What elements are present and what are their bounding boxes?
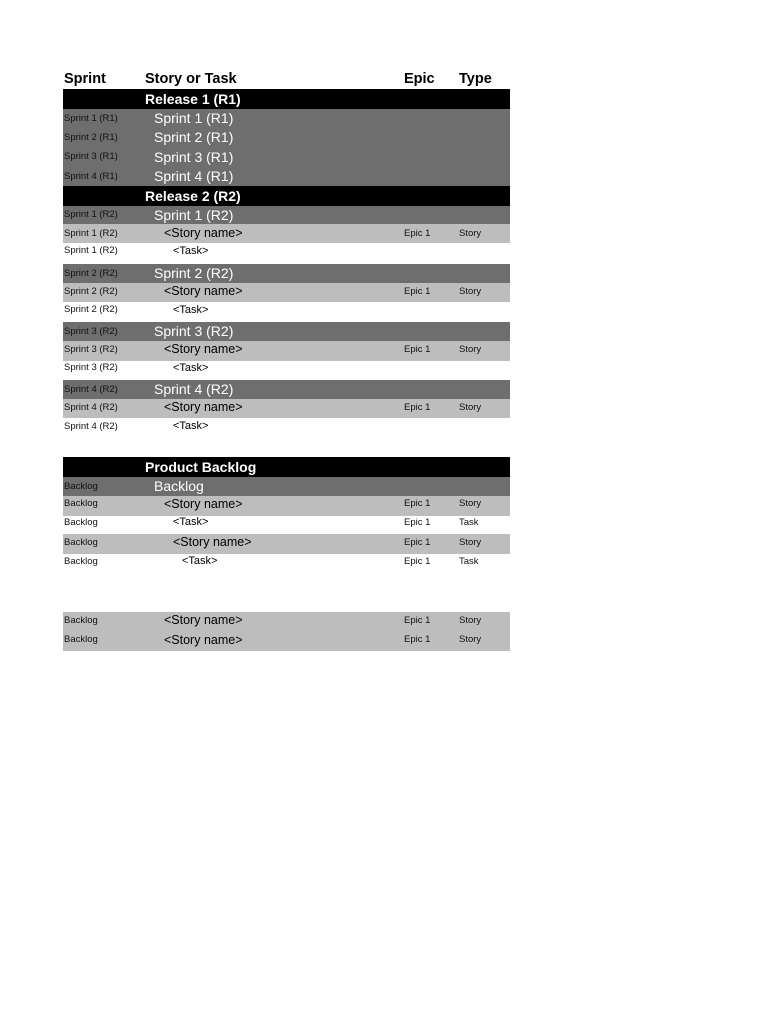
type-cell: Story — [459, 286, 482, 297]
story-row[interactable] — [63, 612, 510, 632]
sprint-cell: Sprint 1 (R1) — [64, 113, 118, 124]
story-row[interactable] — [63, 496, 510, 516]
story-row[interactable] — [63, 283, 510, 302]
story-row[interactable] — [63, 224, 510, 243]
sprint-name: Sprint 2 (R1) — [154, 129, 234, 145]
sprint-header-row[interactable] — [63, 167, 510, 186]
header-story-or-task: Story or Task — [145, 71, 237, 87]
story-name: <Story name> — [164, 342, 243, 356]
epic-cell: Epic 1 — [404, 344, 431, 355]
sprint-header-row[interactable] — [63, 109, 510, 128]
sprint-header-row[interactable] — [63, 380, 510, 399]
sprint-cell: Sprint 1 (R2) — [64, 209, 118, 220]
type-cell: Story — [459, 402, 482, 413]
type-cell: Story — [459, 537, 482, 548]
release-row-r2[interactable] — [63, 186, 510, 206]
sprint-header-row[interactable] — [63, 147, 510, 167]
type-cell: Task — [459, 556, 479, 567]
sprint-cell: Backlog — [64, 556, 98, 567]
release-title: Release 2 (R2) — [145, 188, 241, 204]
sprint-cell: Sprint 2 (R1) — [64, 132, 118, 143]
task-name: <Task> — [173, 245, 209, 257]
epic-cell: Epic 1 — [404, 615, 431, 626]
task-row[interactable] — [63, 554, 510, 573]
backlog-title: Product Backlog — [145, 459, 257, 475]
epic-cell: Epic 1 — [404, 537, 431, 548]
task-name: <Task> — [173, 362, 209, 374]
sprint-name: Sprint 3 (R1) — [154, 149, 234, 165]
sprint-header-row[interactable] — [63, 206, 510, 224]
task-name: <Task> — [173, 420, 209, 432]
epic-cell: Epic 1 — [404, 498, 431, 509]
sprint-cell: Backlog — [64, 634, 98, 645]
epic-cell: Epic 1 — [404, 402, 431, 413]
sprint-header-row[interactable] — [63, 128, 510, 147]
task-name: <Task> — [182, 555, 218, 567]
sprint-cell: Sprint 4 (R1) — [64, 171, 118, 182]
sprint-name: Sprint 4 (R1) — [154, 168, 234, 184]
sprint-name: Sprint 3 (R2) — [154, 323, 234, 339]
sprint-cell: Sprint 1 (R2) — [64, 245, 118, 256]
type-cell: Story — [459, 228, 482, 239]
sprint-header-row[interactable] — [63, 264, 510, 283]
header-epic: Epic — [404, 71, 435, 87]
epic-cell: Epic 1 — [404, 556, 431, 567]
column-header-row — [63, 69, 510, 89]
sprint-cell: Sprint 3 (R1) — [64, 151, 118, 162]
sprint-cell: Sprint 2 (R2) — [64, 286, 118, 297]
type-cell: Story — [459, 498, 482, 509]
sprint-cell: Sprint 1 (R2) — [64, 228, 118, 239]
sprint-cell: Sprint 3 (R2) — [64, 362, 118, 373]
sprint-cell: Sprint 2 (R2) — [64, 268, 118, 279]
task-name: <Task> — [173, 516, 209, 528]
task-row[interactable] — [63, 302, 510, 322]
sprint-name: Sprint 1 (R2) — [154, 207, 234, 223]
sprint-cell: Backlog — [64, 481, 98, 492]
story-name: <Story name> — [164, 400, 243, 414]
sprint-header-row[interactable] — [63, 322, 510, 341]
sprint-cell: Backlog — [64, 517, 98, 528]
story-name: <Story name> — [164, 226, 243, 240]
story-name: <Story name> — [164, 497, 243, 511]
task-row[interactable] — [63, 243, 510, 264]
sprint-cell: Sprint 4 (R2) — [64, 384, 118, 395]
story-name: <Story name> — [164, 613, 243, 627]
story-row[interactable] — [63, 632, 510, 651]
sprint-name: Sprint 1 (R1) — [154, 110, 234, 126]
story-name: <Story name> — [164, 284, 243, 298]
task-name: <Task> — [173, 304, 209, 316]
type-cell: Task — [459, 517, 479, 528]
sprint-name: Sprint 4 (R2) — [154, 381, 234, 397]
task-row[interactable] — [63, 418, 510, 438]
release-title: Release 1 (R1) — [145, 91, 241, 107]
sprint-cell: Backlog — [64, 498, 98, 509]
epic-cell: Epic 1 — [404, 228, 431, 239]
story-row[interactable] — [63, 341, 510, 361]
story-name: <Story name> — [173, 535, 252, 549]
task-row[interactable] — [63, 516, 510, 534]
sprint-cell: Sprint 3 (R2) — [64, 344, 118, 355]
header-sprint: Sprint — [64, 71, 106, 87]
sprint-cell: Backlog — [64, 537, 98, 548]
sprint-name: Backlog — [154, 478, 204, 494]
type-cell: Story — [459, 344, 482, 355]
epic-cell: Epic 1 — [404, 286, 431, 297]
type-cell: Story — [459, 634, 482, 645]
epic-cell: Epic 1 — [404, 634, 431, 645]
story-name: <Story name> — [164, 633, 243, 647]
type-cell: Story — [459, 615, 482, 626]
sprint-cell: Sprint 4 (R2) — [64, 421, 118, 432]
sprint-cell: Sprint 4 (R2) — [64, 402, 118, 413]
product-backlog-row[interactable] — [63, 457, 510, 477]
sprint-cell: Sprint 2 (R2) — [64, 304, 118, 315]
backlog-header-row[interactable] — [63, 477, 510, 496]
task-row[interactable] — [63, 361, 510, 380]
story-row[interactable] — [63, 399, 510, 418]
sprint-name: Sprint 2 (R2) — [154, 265, 234, 281]
story-row[interactable] — [63, 534, 510, 554]
sprint-cell: Sprint 3 (R2) — [64, 326, 118, 337]
epic-cell: Epic 1 — [404, 517, 431, 528]
sprint-cell: Backlog — [64, 615, 98, 626]
release-row-r1[interactable] — [63, 89, 510, 109]
header-type: Type — [459, 71, 492, 87]
